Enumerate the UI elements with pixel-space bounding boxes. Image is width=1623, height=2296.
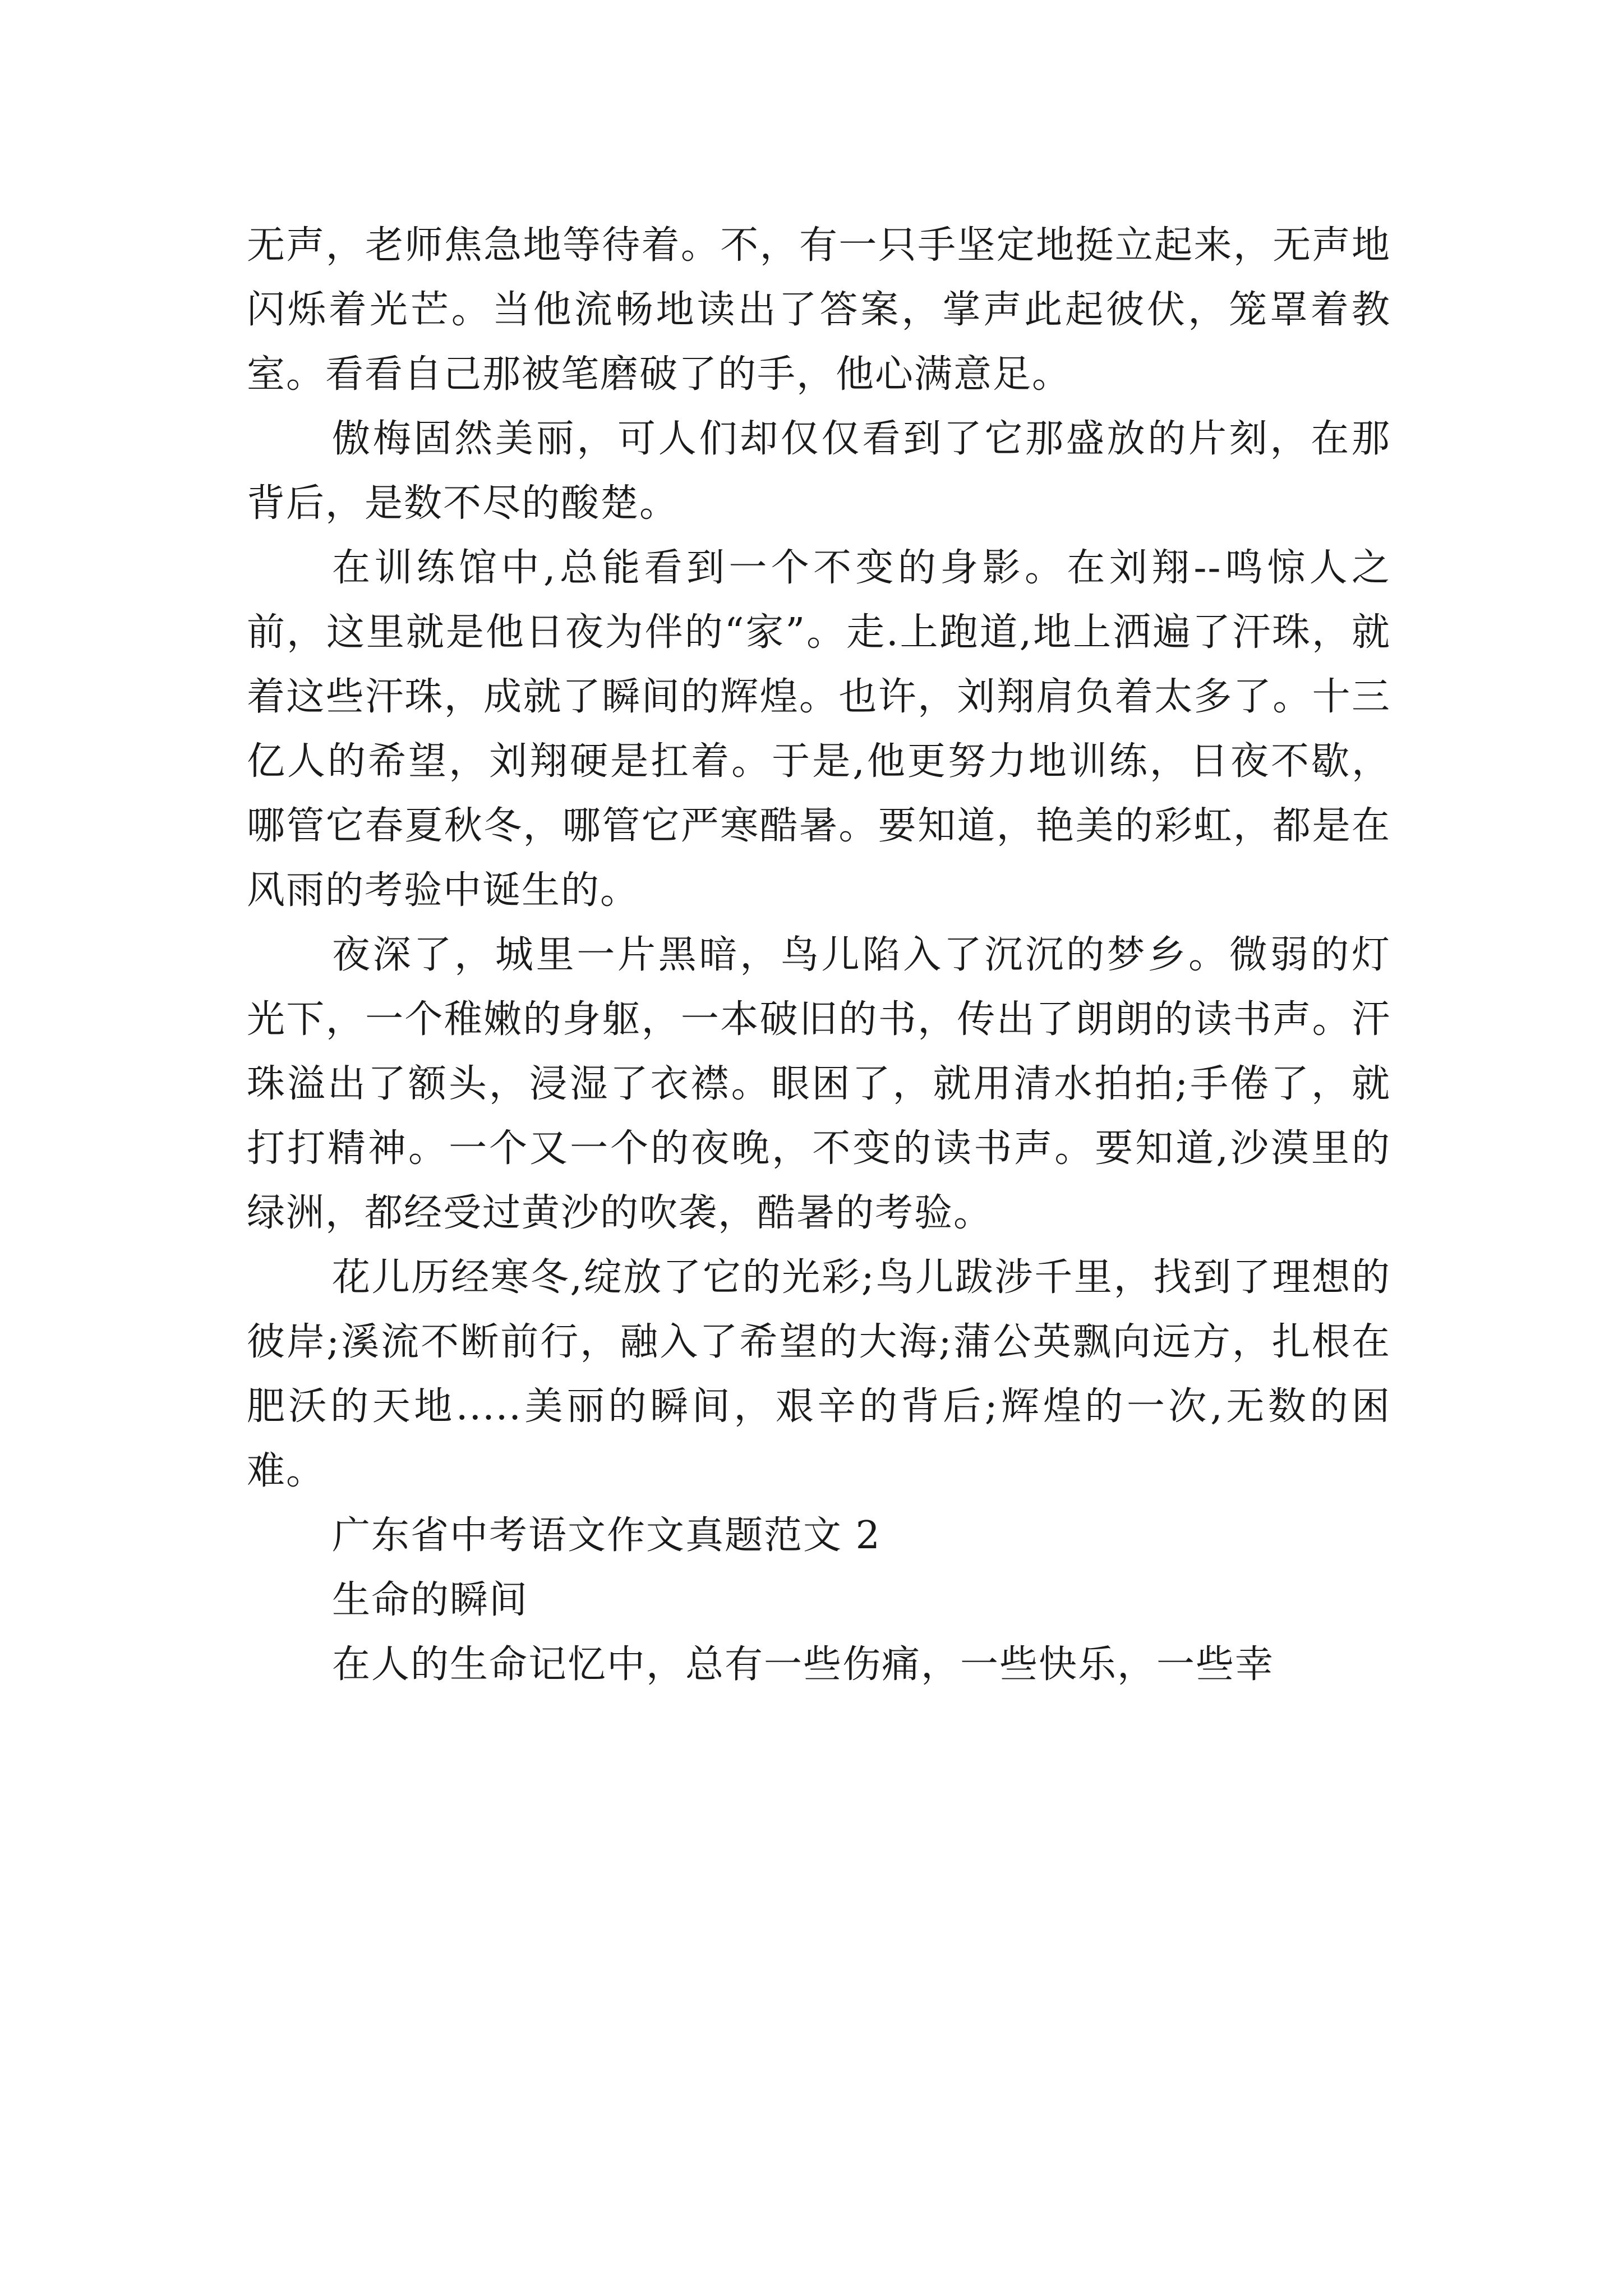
paragraph-continued: 无声，老师焦急地等待着。不，有一只手坚定地挺立起来，无声地闪烁着光芒。当他流畅地读出了答案，掌声此起彼伏，笼罩着教室。看看自己那被笔磨破了的手，他心满意足。 <box>247 223 1391 397</box>
paragraph-conclusion: 花儿历经寒冬,绽放了它的光彩;鸟儿跋涉千里，找到了理想的彼岸;溪流不断前行，融入了希望的大海;蒲公英飘向远方，扎根在肥沃的天地.....美丽的瞬间，艰辛的背后;辉煌的一次,无数的困难。 <box>247 1255 1391 1493</box>
paragraph-plum: 傲梅固然美丽，可人们却仅仅看到了它那盛放的片刻，在那背后，是数不尽的酸楚。 <box>247 417 1391 526</box>
section-title: 广东省中考语文作文真题范文 2 <box>332 1513 881 1558</box>
paragraph-night-study: 夜深了，城里一片黑暗，鸟儿陷入了沉沉的梦乡。微弱的灯光下，一个稚嫩的身躯，一本破旧的书，传出了朗朗的读书声。汗珠溢出了额头，浸湿了衣襟。眼困了，就用清水拍拍;手倦了，就打打精神。一个又一个的夜晚，不变的读书声。要知道,沙漠里的绿洲，都经受过黄沙的吹袭，酷暑的考验。 <box>247 933 1391 1235</box>
essay-title: 生命的瞬间 <box>332 1578 529 1622</box>
document-body <box>247 213 1391 1697</box>
paragraph-opening: 在人的生命记忆中，总有一些伤痛，一些快乐，一些幸 <box>332 1642 1275 1687</box>
paragraph-liu-xiang: 在训练馆中,总能看到一个不变的身影。在刘翔--鸣惊人之前，这里就是他日夜为伴的“家”。走.上跑道,地上洒遍了汗珠，就着这些汗珠，成就了瞬间的辉煌。也许，刘翔肩负着太多了。十三亿人的希望，刘翔硬是扛着。于是,他更努力地训练，日夜不歇，哪管它春夏秋冬，哪管它严寒酷暑。要知道，艳美的彩虹，都是在风雨的考验中诞生的。 <box>247 546 1391 913</box>
